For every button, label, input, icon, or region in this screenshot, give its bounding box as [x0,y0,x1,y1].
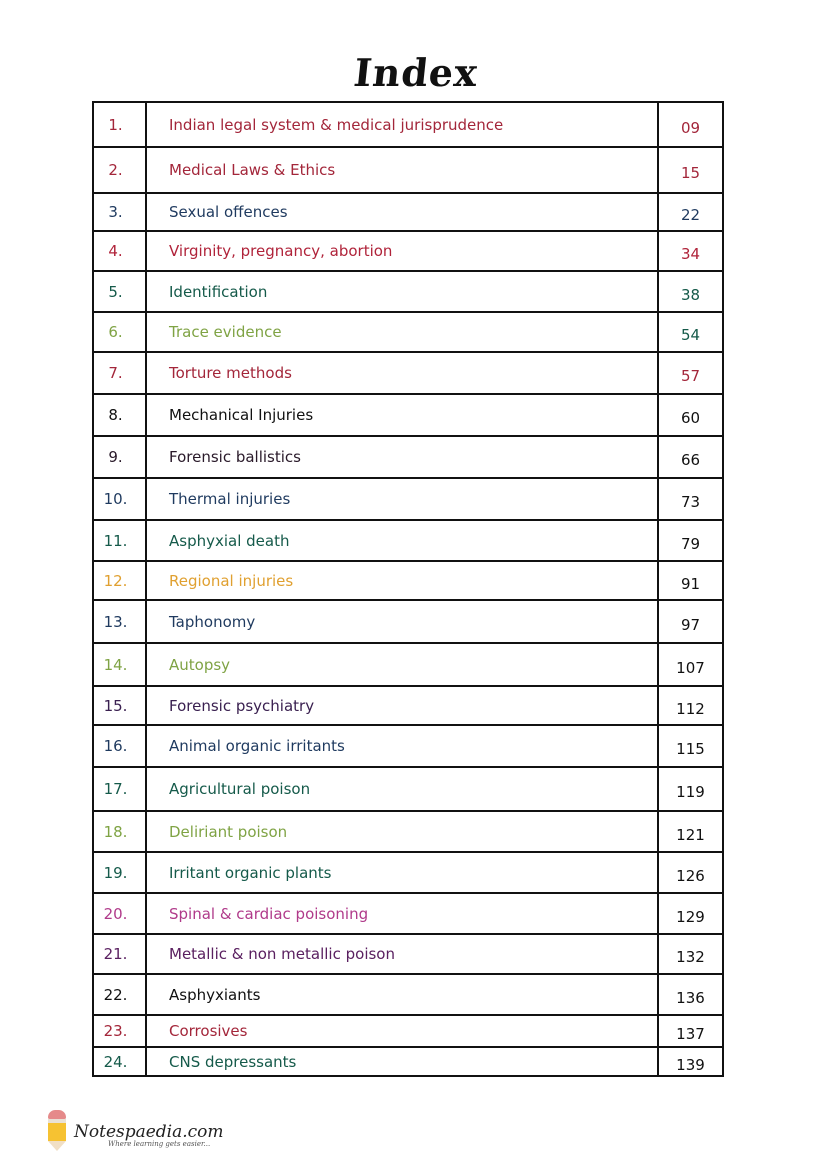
chapter-title: Metallic & non metallic poison [146,934,658,974]
chapter-number: 1. [93,102,146,147]
index-row [93,1015,723,1047]
pencil-icon [46,1110,68,1152]
chapter-number: 3. [93,193,146,231]
chapter-number: 7. [93,352,146,394]
chapter-number: 24. [93,1047,146,1076]
chapter-title: Torture methods [146,352,658,394]
index-row [93,852,723,893]
chapter-page-number: 66 [658,436,723,478]
chapter-page-number: 22 [658,193,723,231]
chapter-number: 22. [93,974,146,1015]
chapter-number: 10. [93,478,146,520]
chapter-page-number: 38 [658,271,723,312]
index-table-body [93,102,723,1076]
chapter-number: 21. [93,934,146,974]
chapter-title: Medical Laws & Ethics [146,147,658,193]
index-row [93,147,723,193]
index-row [93,974,723,1015]
index-table [92,101,724,1077]
chapter-page-number: 54 [658,312,723,352]
chapter-title: Deliriant poison [146,811,658,852]
index-row [93,561,723,600]
index-row [93,352,723,394]
chapter-page-number: 129 [658,893,723,934]
chapter-page-number: 119 [658,767,723,811]
chapter-title: Trace evidence [146,312,658,352]
chapter-title: Autopsy [146,643,658,686]
chapter-number: 15. [93,686,146,725]
index-row [93,520,723,561]
index-row [93,478,723,520]
index-row [93,767,723,811]
chapter-number: 5. [93,271,146,312]
chapter-page-number: 91 [658,561,723,600]
index-row [93,811,723,852]
chapter-page-number: 79 [658,520,723,561]
chapter-page-number: 126 [658,852,723,893]
notespaedia-logo [46,1110,224,1152]
chapter-number: 23. [93,1015,146,1047]
chapter-title: Asphyxiants [146,974,658,1015]
chapter-number: 2. [93,147,146,193]
chapter-page-number: 107 [658,643,723,686]
chapter-page-number: 15 [658,147,723,193]
chapter-page-number: 09 [658,102,723,147]
index-row [93,934,723,974]
chapter-title: Mechanical Injuries [146,394,658,436]
chapter-page-number: 132 [658,934,723,974]
index-row [93,643,723,686]
brand-name: Notespaedia.com [74,1122,224,1142]
chapter-page-number: 57 [658,352,723,394]
chapter-number: 20. [93,893,146,934]
chapter-number: 19. [93,852,146,893]
chapter-number: 14. [93,643,146,686]
chapter-title: Agricultural poison [146,767,658,811]
chapter-number: 9. [93,436,146,478]
chapter-title: Indian legal system & medical jurisprudence [146,102,658,147]
chapter-number: 6. [93,312,146,352]
chapter-number: 11. [93,520,146,561]
index-row [93,600,723,643]
chapter-page-number: 97 [658,600,723,643]
chapter-number: 8. [93,394,146,436]
chapter-title: Taphonomy [146,600,658,643]
chapter-title: Corrosives [146,1015,658,1047]
chapter-title: Virginity, pregnancy, abortion [146,231,658,271]
brand-tagline: Where learning gets easier... [108,1140,211,1148]
chapter-title: CNS depressants [146,1047,658,1076]
chapter-page-number: 115 [658,725,723,767]
index-row [93,312,723,352]
chapter-page-number: 60 [658,394,723,436]
index-row [93,231,723,271]
index-row [93,394,723,436]
chapter-number: 17. [93,767,146,811]
chapter-number: 16. [93,725,146,767]
index-row [93,893,723,934]
chapter-title: Spinal & cardiac poisoning [146,893,658,934]
chapter-title: Asphyxial death [146,520,658,561]
page-title: Index [351,50,481,95]
chapter-title: Forensic ballistics [146,436,658,478]
index-row [93,686,723,725]
index-row [93,436,723,478]
chapter-title: Animal organic irritants [146,725,658,767]
chapter-title: Forensic psychiatry [146,686,658,725]
chapter-page-number: 139 [658,1047,723,1076]
chapter-page-number: 112 [658,686,723,725]
chapter-title: Sexual offences [146,193,658,231]
chapter-page-number: 34 [658,231,723,271]
chapter-title: Thermal injuries [146,478,658,520]
chapter-number: 13. [93,600,146,643]
index-row [93,102,723,147]
index-row [93,725,723,767]
index-row [93,193,723,231]
chapter-title: Regional injuries [146,561,658,600]
chapter-number: 12. [93,561,146,600]
chapter-title: Identification [146,271,658,312]
index-row [93,271,723,312]
chapter-page-number: 73 [658,478,723,520]
index-row [93,1047,723,1076]
chapter-page-number: 137 [658,1015,723,1047]
chapter-title: Irritant organic plants [146,852,658,893]
chapter-number: 4. [93,231,146,271]
chapter-number: 18. [93,811,146,852]
chapter-page-number: 121 [658,811,723,852]
chapter-page-number: 136 [658,974,723,1015]
